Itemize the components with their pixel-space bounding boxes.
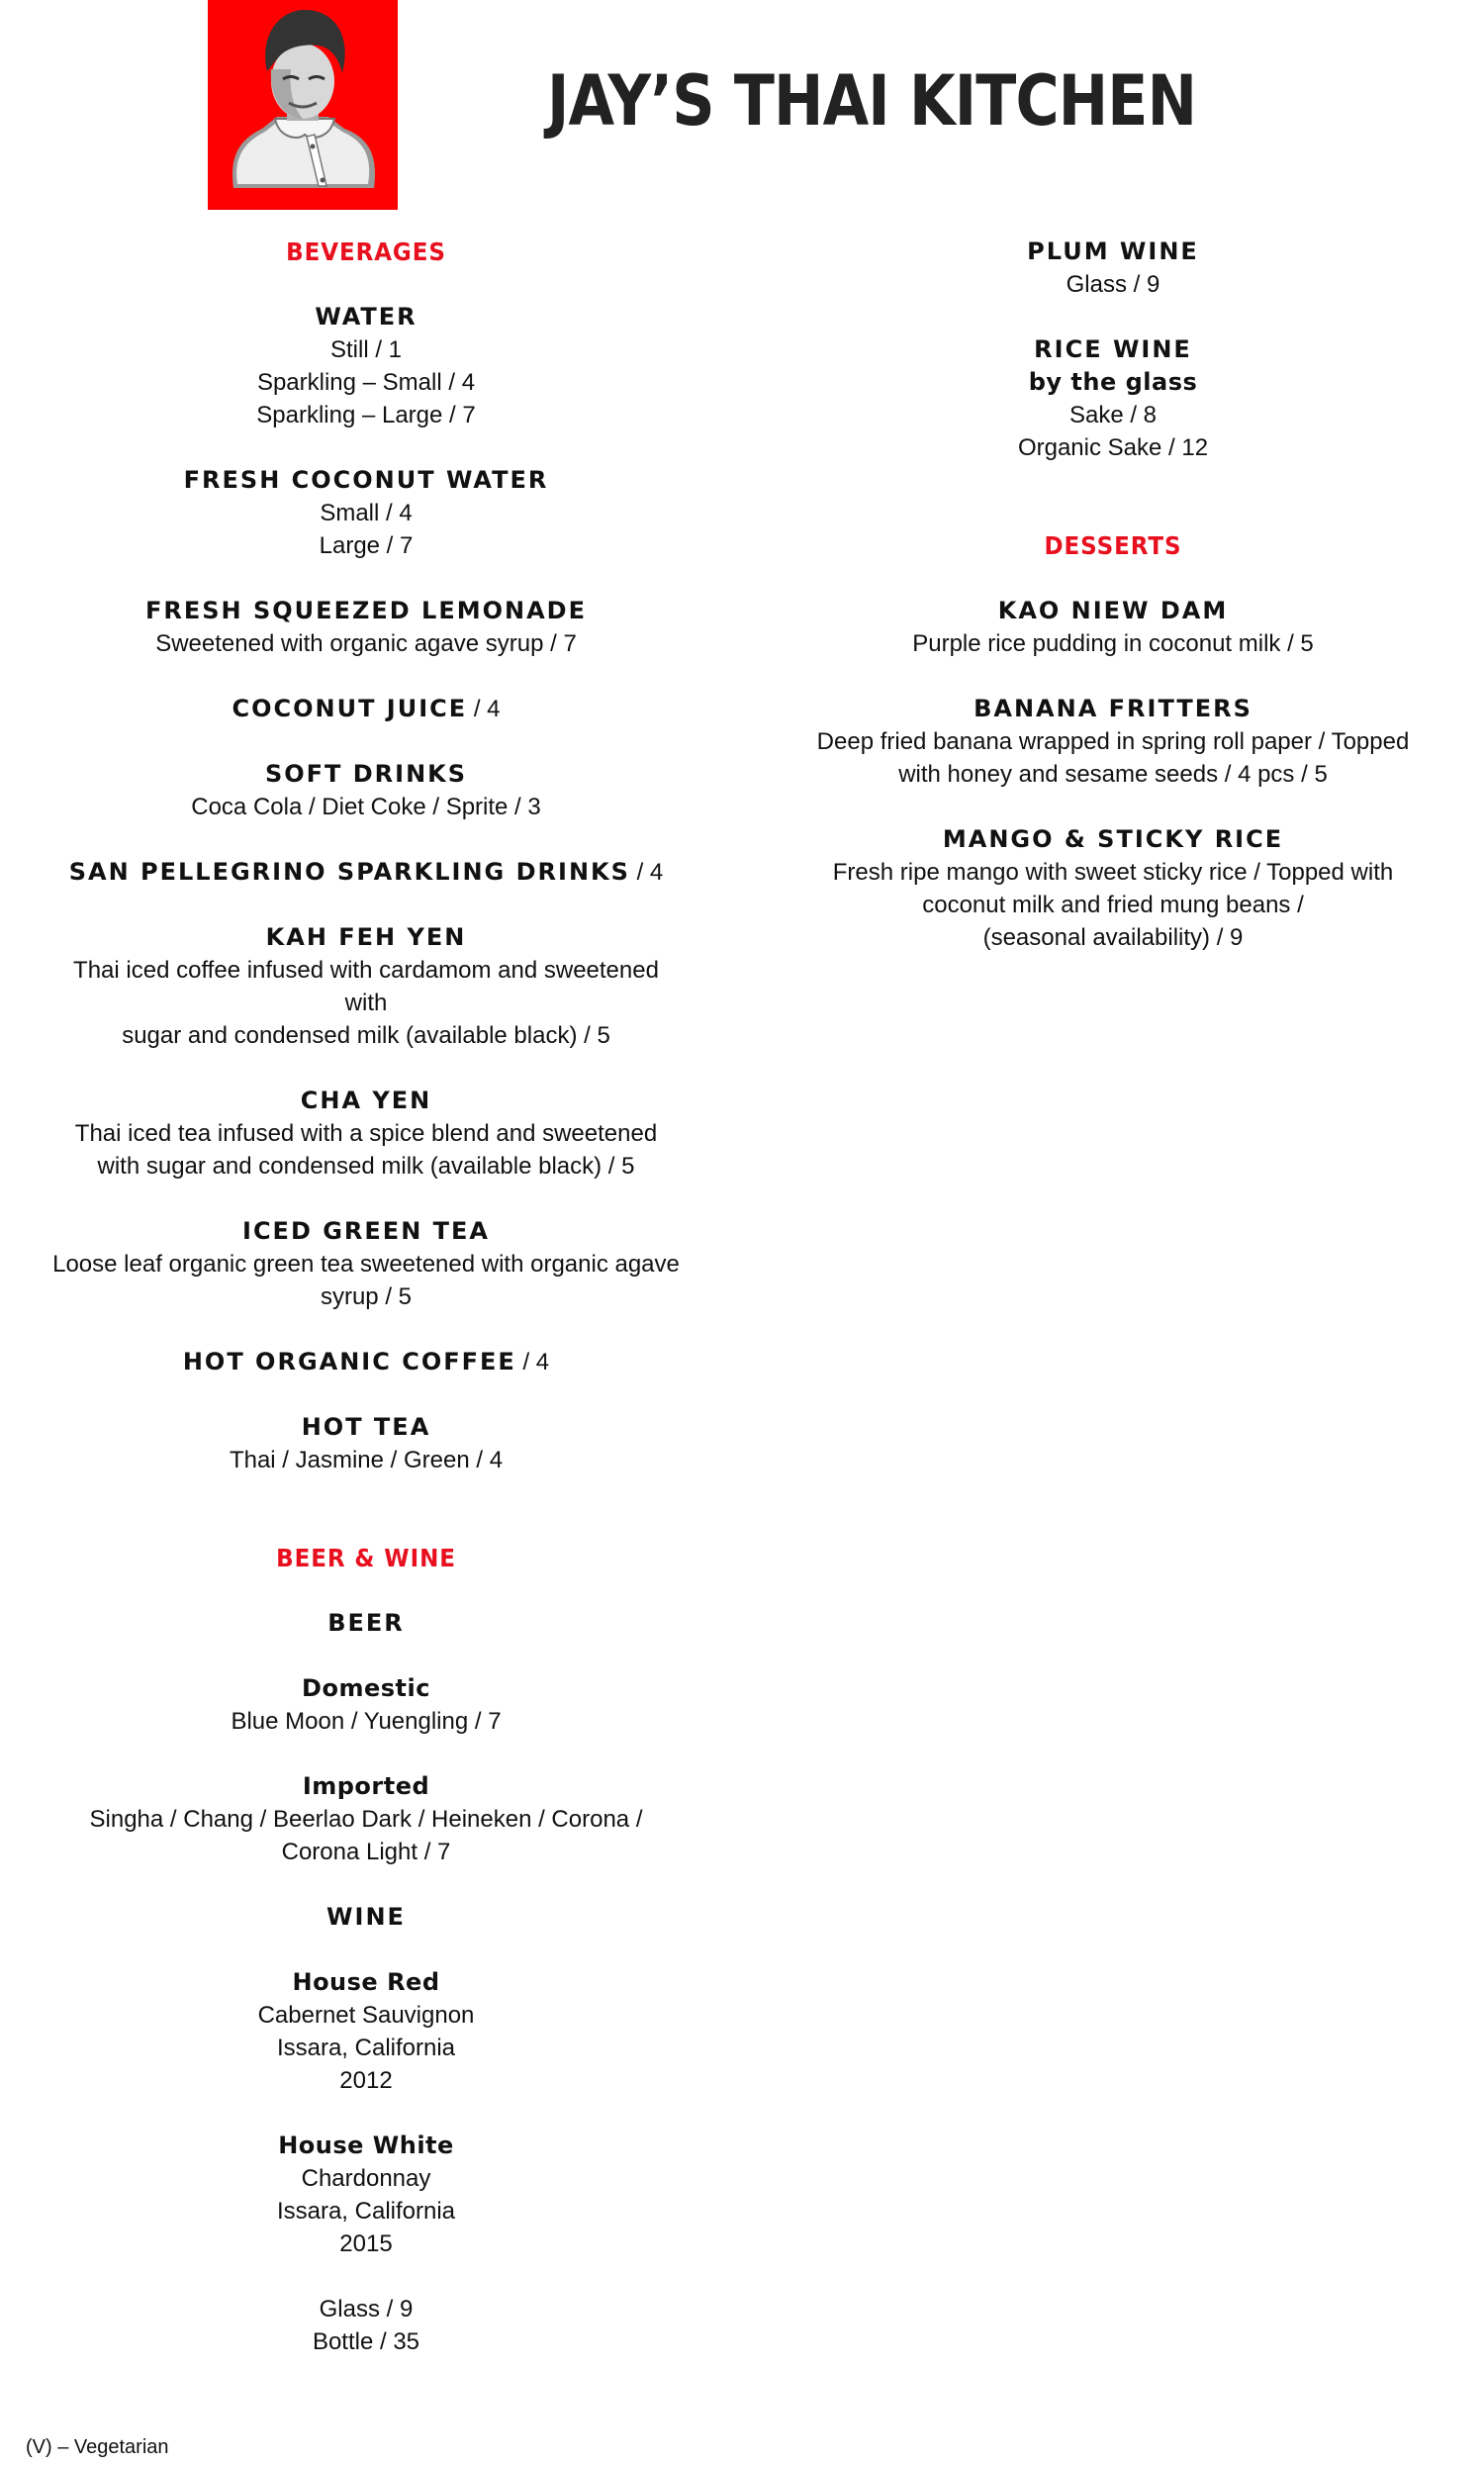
item-line: Thai iced tea infused with a spice blend and sweetened: [74, 1120, 658, 1147]
item-line: Still / 1: [329, 336, 403, 363]
menu-item-cha-yen: [0, 1085, 732, 1183]
item-name: FRESH COCONUT WATER: [183, 466, 549, 494]
menu-item-plum-wine: [752, 236, 1474, 301]
subsection-beer: BEER: [327, 1609, 405, 1637]
item-line: Singha / Chang / Beerlao Dark / Heineken / Corona /: [89, 1806, 643, 1833]
menu-item-fresh-coconut-water: [0, 464, 732, 562]
item-name: Domestic: [302, 1674, 430, 1702]
section-heading-beer-wine: BEER & WINE: [276, 1544, 456, 1572]
item-line: Chardonnay: [301, 2165, 431, 2192]
menu-item-kah-feh-yen: [0, 921, 732, 1052]
item-line: Sparkling – Small / 4: [256, 369, 476, 396]
subsection-wine: WINE: [326, 1903, 406, 1931]
item-name: KAH FEH YEN: [265, 923, 467, 951]
item-line: 2015: [339, 2230, 393, 2257]
item-name: CHA YEN: [300, 1087, 432, 1114]
menu-item-banana-fritters: [752, 693, 1474, 791]
menu-item-rice-wine: [752, 333, 1474, 464]
vegetarian-legend: (V) – Vegetarian: [26, 2436, 169, 2458]
item-name: House White: [278, 2132, 454, 2159]
menu-item-lemonade: [0, 595, 732, 660]
menu-item-kao-niew-dam: [752, 595, 1474, 660]
wine-price-glass: Glass / 9: [319, 2296, 414, 2323]
item-line: Glass / 9: [1066, 271, 1160, 298]
item-line: Organic Sake / 12: [1017, 434, 1209, 461]
item-name: COCONUT JUICE: [232, 695, 468, 722]
item-line: Thai iced coffee infused with cardamom and sweetened: [73, 957, 659, 984]
item-line: (seasonal availability) / 9: [982, 924, 1244, 951]
item-name: SAN PELLEGRINO SPARKLING DRINKS: [68, 858, 630, 886]
item-name: PLUM WINE: [1027, 237, 1199, 265]
item-name: Imported: [302, 1772, 430, 1800]
item-line: Issara, California: [276, 2198, 456, 2225]
menu-item-soft-drinks: [0, 758, 732, 823]
menu-item-house-white: [0, 2130, 732, 2260]
right-column: [752, 236, 1474, 954]
item-price: / 4: [515, 1349, 550, 1375]
menu-item-water: [0, 301, 732, 431]
item-subtitle: by the glass: [1028, 368, 1198, 396]
item-line: Thai / Jasmine / Green / 4: [229, 1447, 504, 1473]
item-line: Fresh ripe mango with sweet sticky rice / Topped with: [832, 859, 1394, 886]
item-price: / 4: [629, 859, 664, 886]
item-name: WATER: [315, 303, 417, 331]
menu-item-iced-green-tea: [0, 1215, 732, 1313]
item-line: Sweetened with organic agave syrup / 7: [155, 630, 577, 657]
menu-item-imported-beer: [0, 1770, 732, 1868]
item-line: Cabernet Sauvignon: [257, 2002, 475, 2029]
item-name: FRESH SQUEEZED LEMONADE: [145, 597, 587, 624]
item-line: Purple rice pudding in coconut milk / 5: [912, 630, 1314, 657]
wine-price-bottle: Bottle / 35: [312, 2328, 420, 2355]
item-line: Deep fried banana wrapped in spring roll paper / Topped: [816, 728, 1410, 755]
item-line: with: [344, 990, 388, 1016]
menu-item-san-pellegrino: [0, 856, 732, 889]
restaurant-title: JAY’S THAI KITCHEN: [547, 60, 1197, 142]
item-name: RICE WINE: [1034, 335, 1192, 363]
section-heading-desserts: DESSERTS: [1044, 531, 1182, 560]
item-name: KAO NIEW DAM: [997, 597, 1229, 624]
item-line: Sparkling – Large / 7: [256, 402, 476, 428]
wine-prices: [0, 2293, 732, 2358]
item-line: Large / 7: [319, 532, 414, 559]
menu-item-mango-sticky-rice: [752, 823, 1474, 954]
menu-item-coconut-juice: [0, 693, 732, 725]
item-name: ICED GREEN TEA: [242, 1217, 490, 1245]
item-line: Issara, California: [276, 2035, 456, 2061]
item-line: coconut milk and fried mung beans /: [922, 892, 1304, 918]
section-heading-beverages: BEVERAGES: [286, 237, 446, 266]
menu-item-house-red: [0, 1966, 732, 2097]
chef-portrait-logo: [208, 0, 398, 210]
item-line: with honey and sesame seeds / 4 pcs / 5: [898, 761, 1328, 788]
item-line: sugar and condensed milk (available black) / 5: [122, 1022, 610, 1049]
item-line: Sake / 8: [1068, 402, 1158, 428]
menu-item-hot-tea: [0, 1411, 732, 1476]
item-line: Small / 4: [320, 500, 413, 526]
item-name: House Red: [292, 1968, 440, 1996]
item-line: Loose leaf organic green tea sweetened with organic agave: [52, 1251, 680, 1278]
item-line: Corona Light / 7: [281, 1839, 451, 1865]
item-line: Blue Moon / Yuengling / 7: [231, 1708, 502, 1735]
item-price: / 4: [467, 696, 501, 722]
item-name: MANGO & STICKY RICE: [942, 825, 1284, 853]
item-name: SOFT DRINKS: [264, 760, 468, 788]
left-column: [0, 236, 732, 2358]
item-line: with sugar and condensed milk (available black) / 5: [97, 1153, 635, 1180]
menu-item-domestic-beer: [0, 1672, 732, 1738]
item-line: syrup / 5: [320, 1283, 413, 1310]
item-name: HOT ORGANIC COFFEE: [182, 1348, 516, 1375]
item-line: Coca Cola / Diet Coke / Sprite / 3: [191, 794, 541, 820]
item-name: BANANA FRITTERS: [974, 695, 1252, 722]
chef-portrait-icon: [208, 0, 398, 210]
item-name: HOT TEA: [301, 1413, 431, 1441]
menu-item-hot-organic-coffee: [0, 1346, 732, 1378]
item-line: 2012: [339, 2067, 393, 2094]
